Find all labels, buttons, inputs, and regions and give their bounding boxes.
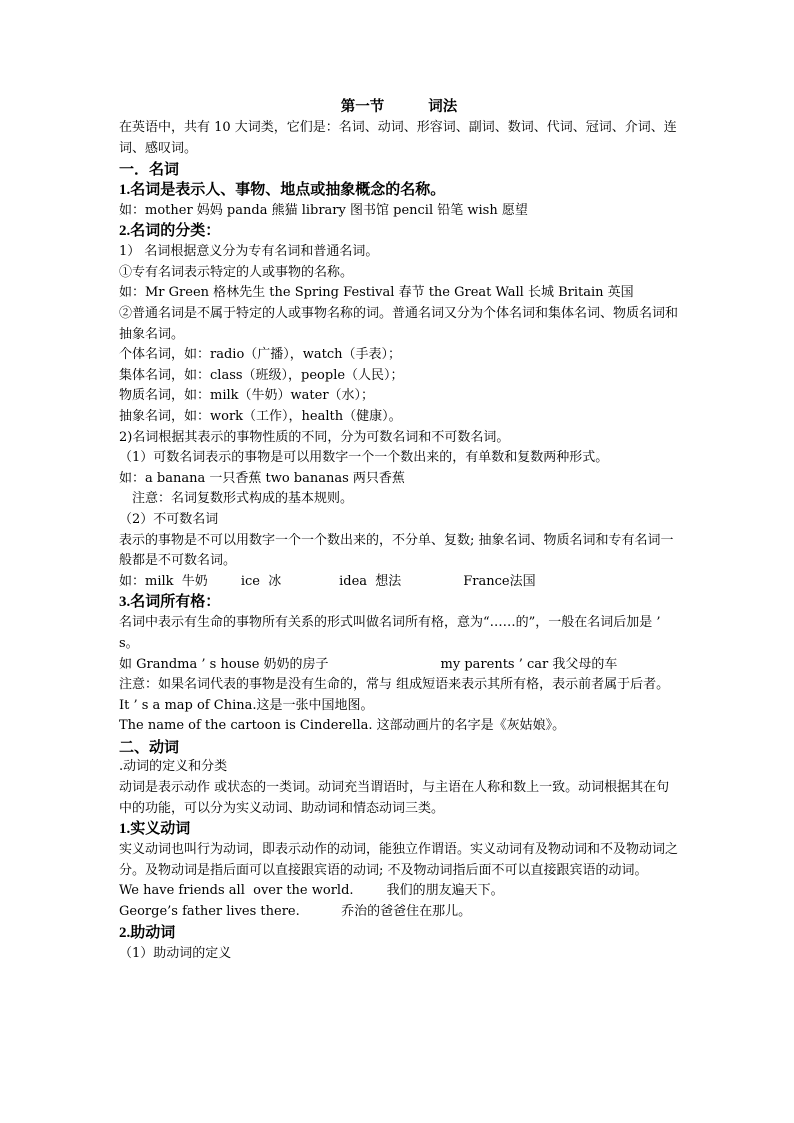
paragraph: （2）不可数名词 [119, 512, 219, 527]
subheading-auxiliary-verbs: 2.助动词 [119, 924, 176, 941]
paragraph: 表示的事物是不可以用数字一个一个数出来的，不分单、复数; 抽象名词、物质名词和专有名词一般都是不可数名词。 [119, 532, 674, 569]
title-section: 第一节 [340, 98, 385, 115]
paragraph: （1）可数名词表示的事物是可以用数字一个一个数出来的，有单数和复数两种形式。 [119, 450, 609, 466]
paragraph: （1）助动词的定义 [119, 945, 232, 961]
subheading-noun-definition: 1.名词是表示人、事物、地点或抽象概念的名称。 [119, 181, 446, 198]
example-sentence: The name of the cartoon is Cinderella. 这部动画片的名字是《灰姑娘》。 [119, 718, 566, 734]
subheading-main-verbs: 1.实义动词 [119, 821, 191, 838]
paragraph: ②普通名词是不属于特定的人或事物名称的词。普通名词又分为个体名词和集体名词、物质名词和抽象名词。 [119, 306, 679, 342]
paragraph: 注意：如果名词代表的事物是没有生命的，常与 组成短语来表示其所有格，表示前者属于后者。 [119, 677, 670, 693]
example-sentence: We have friends all over the world. 我们的朋友遍天下。 [119, 883, 504, 899]
paragraph: 名词中表示有生命的事物所有关系的形式叫做名词所有格，意为“……的”，一般在名词后加是 ’ s。 [119, 615, 661, 651]
example-right: my parents ’ car 我父母的车 [440, 656, 618, 672]
uncountable-examples: 如：milk 牛奶 ice 冰 idea 想法 France法国 [119, 573, 536, 589]
noun-examples: 如：mother 妈妈 panda 熊猫 library 图书馆 pencil 铅笔 wish 愿望 [119, 202, 528, 218]
paragraph: 动词是表示动作 或状态的一类词。动词充当谓语时，与主语在人称和数上一致。动词根据其在句中的功能，可以分为实义动词、助动词和情态动词三类。 [119, 780, 670, 816]
paragraph: 如：a banana 一只香蕉 two bananas 两只香蕉 [119, 470, 405, 486]
paragraph: 集体名词，如：class（班级），people（人民）； [119, 367, 404, 383]
section-heading-verbs: 二、动词 [119, 737, 180, 756]
paragraph: 物质名词，如：milk（牛奶）water（水）； [119, 388, 375, 404]
subheading-possessive: 3.名词所有格： [119, 594, 221, 611]
intro-paragraph: 在英语中，共有 10 大词类，它们是：名词、动词、形容词、副词、数词、代词、冠词、介词、连词、感叹词。 [119, 120, 677, 156]
paragraph: .动词的定义和分类 [119, 759, 228, 775]
paragraph: 抽象名词，如：work（工作），health（健康）。 [119, 409, 402, 425]
page-title [119, 97, 679, 117]
paragraph: 2)名词根据其表示的事物性质的不同，分为可数名词和不可数名词。 [119, 429, 510, 445]
note: 注意：名词复数形式构成的基本规则。 [132, 491, 354, 507]
proper-noun-examples: 如：Mr Green 格林先生 the Spring Festival 春节 the Great Wall 长城 Britain 英国 [119, 285, 634, 301]
paragraph: 实义动词也叫行为动词，即表示动作的动词，能独立作谓语。实义动词有及物动词和不及物动词之分。及物动词是指后面可以直接跟宾语的动词; 不及物动词指后面不可以直接跟宾语的动词。 [119, 842, 679, 878]
paragraph: 个体名词，如：radio（广播），watch（手表）； [119, 347, 402, 363]
example-left: 如 Grandma ’ s house 奶奶的房子 [119, 656, 329, 672]
paragraph: 1） 名词根据意义分为专有名词和普通名词。 [119, 244, 379, 260]
title-topic: 词法 [428, 98, 458, 115]
section-heading-nouns: 一．名词 [119, 160, 180, 179]
document-body [119, 97, 679, 964]
example-sentence: George’s father lives there. 乔治的爸爸住在那儿。 [119, 904, 472, 919]
paragraph: ①专有名词表示特定的人或事物的名称。 [119, 264, 354, 280]
example-sentence: It ’ s a map of China.这是一张中国地图。 [119, 697, 374, 713]
subheading-noun-classification: 2.名词的分类： [119, 223, 221, 240]
possessive-examples [119, 655, 679, 676]
